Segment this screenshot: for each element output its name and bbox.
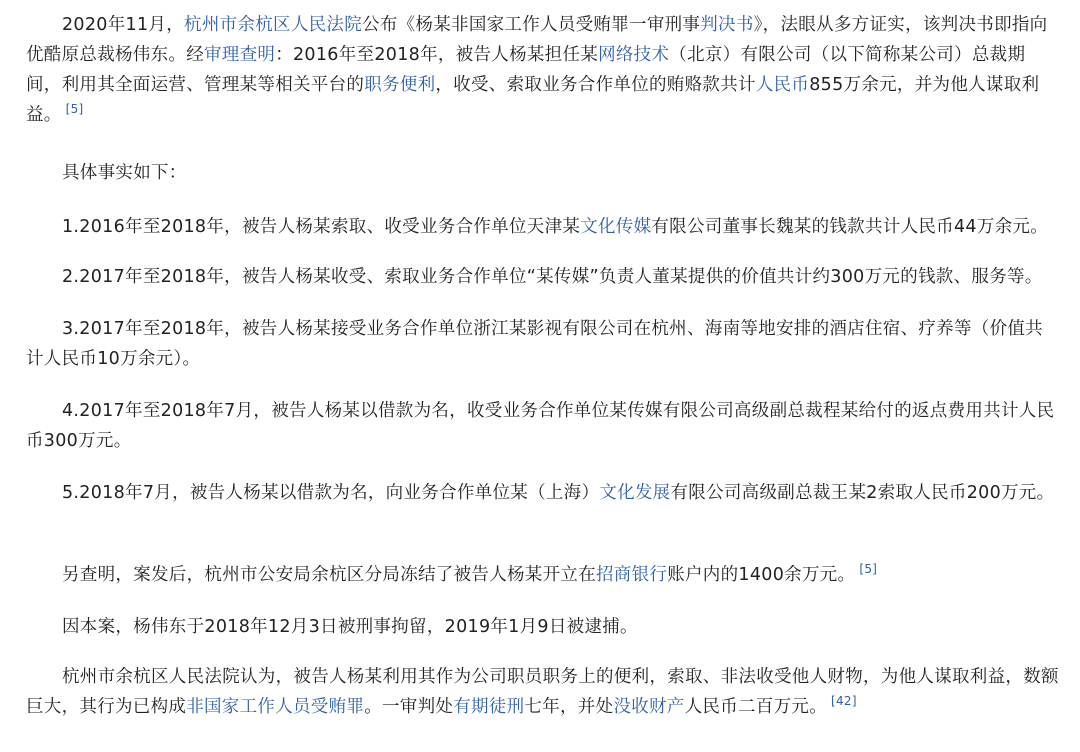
paragraph [26,662,1060,722]
citation-42[interactable]: [42] [831,694,857,709]
paragraph [26,212,1060,242]
text-run: 人民币二百万元。 [684,697,828,717]
paragraph [26,262,1060,292]
link-fixed-term[interactable]: 有期徒刑 [453,697,525,717]
paragraph [26,10,1060,130]
text-run: 4.2017年至2018年7月，被告人杨某以借款为名，收受业务合作单位某传媒有限公司高级副总裁程某给付的返点费用共计人民币300万元。 [26,401,1055,451]
text-run: 》，法眼从多方证实，该判决书即指向优酷原总裁杨伟东。经 [26,15,1048,65]
text-run: 1.2016年至2018年，被告人杨某索取、收受业务合作单位天津某 [62,217,581,237]
link-rmb[interactable]: 人民币 [755,75,810,95]
text-run: 855万余元，并为他人谋取利益。 [26,75,1040,125]
link-judgment[interactable]: 判决书 [700,15,754,35]
paragraph [26,612,1060,642]
text-run: 具体事实如下： [62,163,187,183]
text-run: 2020年11月， [62,15,185,35]
paragraph [26,158,1060,188]
link-yuhang-court[interactable]: 杭州市余杭区人民法院 [184,15,363,35]
text-run: 因本案，杨伟东于2018年12月3日被刑事拘留，2019年1月9日被逮捕。 [62,617,638,637]
text-run: 账户内的1400余万元。 [667,565,856,585]
link-official-convenience[interactable]: 职务便利 [364,75,436,95]
link-trial-findings[interactable]: 审理查明 [204,45,276,65]
link-culture-media[interactable]: 文化传媒 [580,217,652,237]
text-run: ，收受、索取业务合作单位的贿赂款共计 [435,75,756,95]
text-run: 5.2018年7月，被告人杨某以借款为名，向业务合作单位某（上海） [62,483,600,503]
paragraph [26,314,1060,374]
text-run: ：2016年至2018年，被告人杨某担任某 [275,45,599,65]
citation-5[interactable]: [5] [859,562,878,577]
link-confiscation[interactable]: 没收财产 [613,697,685,717]
text-run: 3.2017年至2018年，被告人杨某接受业务合作单位浙江某影视有限公司在杭州、海南等地安排的酒店住宿、疗养等（价值共计人民币10万余元）。 [26,319,1043,369]
link-cmb[interactable]: 招商银行 [596,565,668,585]
citation-5[interactable]: [5] [65,102,84,117]
link-bribery-crime[interactable]: 非国家工作人员受贿罪 [186,697,365,717]
paragraph [26,478,1060,508]
link-culture-development[interactable]: 文化发展 [599,483,671,503]
text-run: 有限公司董事长魏某的钱款共计人民币44万余元。 [651,217,1049,237]
text-run: 。一审判处 [364,697,454,717]
text-run: 2.2017年至2018年，被告人杨某收受、索取业务合作单位“某传媒”负责人董某提供的价值共计约300万元的钱款、服务等。 [62,267,1043,287]
text-run: 七年，并处 [524,697,614,717]
text-run: 公布《杨某非国家工作人员受贿罪一审刑事 [362,15,701,35]
text-run: 有限公司高级副总裁王某2索取人民币200万元。 [670,483,1055,503]
text-run: 杭州市余杭区人民法院认为，被告人杨某利用其作为公司职员职务上的便利，索取、非法收受他人财物，为他人谋取利益，数额巨大，其行为已构成 [26,667,1059,717]
link-network-tech[interactable]: 网络技术 [598,45,670,65]
paragraph [26,560,1060,590]
paragraph [26,396,1060,456]
text-run: （北京）有限公司（以下简称某公司）总裁期间，利用其全面运营、管理某等相关平台的 [26,45,1026,95]
text-run: 另查明，案发后，杭州市公安局余杭区分局冻结了被告人杨某开立在 [62,565,596,585]
